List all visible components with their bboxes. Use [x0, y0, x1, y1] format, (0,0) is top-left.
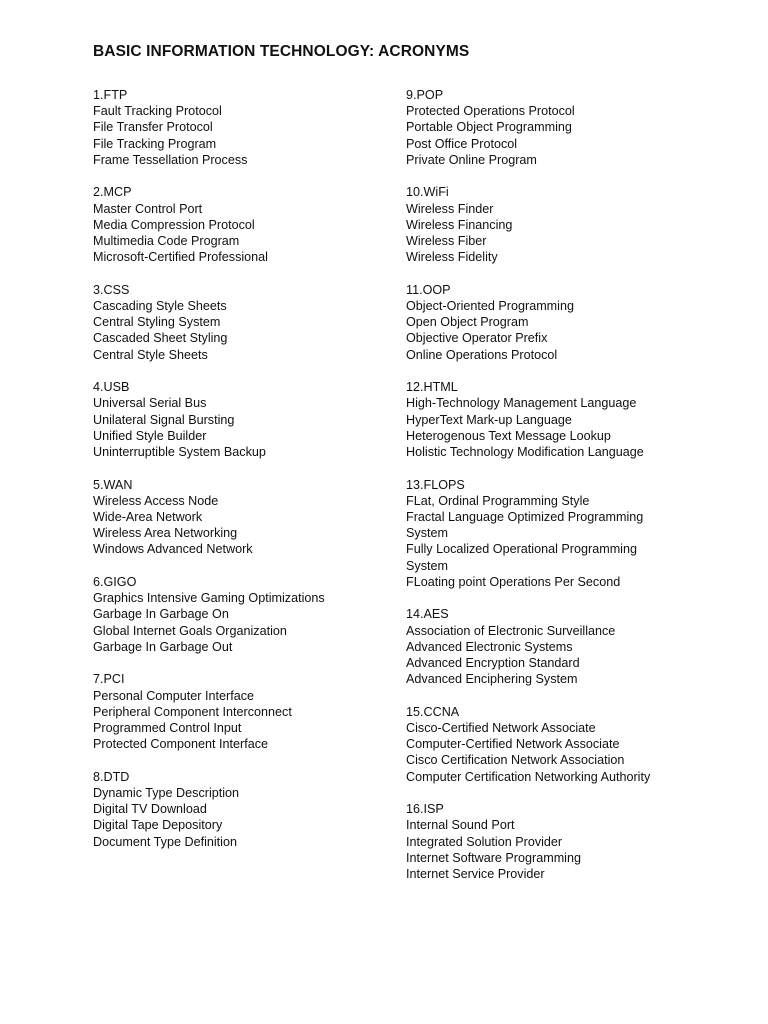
acronym-option: Wireless Area Networking	[93, 526, 238, 541]
acronym-group	[93, 379, 393, 460]
acronym-option: Universal Serial Bus	[93, 396, 207, 411]
acronym-group	[406, 87, 666, 168]
acronym-group	[406, 801, 666, 882]
acronym-option: Portable Object Programming	[406, 120, 572, 135]
acronym-option: Garbage In Garbage On	[93, 607, 229, 622]
acronym-heading: 8.DTD	[93, 769, 130, 784]
acronym-option: Advanced Electronic Systems	[406, 639, 573, 654]
acronym-column-left	[93, 87, 393, 866]
acronym-option: Wide-Area Network	[93, 510, 203, 525]
acronym-group	[93, 184, 393, 265]
acronym-group	[93, 769, 393, 850]
acronym-option: Computer-Certified Network Associate	[406, 737, 620, 752]
acronym-option: Fault Tracking Protocol	[93, 104, 222, 119]
acronym-option: Association of Electronic Surveillance	[406, 623, 616, 638]
acronym-group	[93, 282, 393, 363]
acronym-option: Peripheral Component Interconnect	[93, 704, 292, 719]
acronym-option: Garbage In Garbage Out	[93, 639, 233, 654]
acronym-option: Fully Localized Operational Programming System	[406, 542, 637, 573]
acronym-option: Central Style Sheets	[93, 347, 208, 362]
acronym-heading: 15.CCNA	[406, 704, 460, 719]
acronym-option: Wireless Finder	[406, 201, 494, 216]
acronym-option: Integrated Solution Provider	[406, 834, 563, 849]
acronym-option: Uninterruptible System Backup	[93, 445, 266, 460]
acronym-group	[406, 282, 666, 363]
acronym-option: Wireless Financing	[406, 217, 513, 232]
acronym-option: Protected Component Interface	[93, 737, 269, 752]
acronym-option: Dynamic Type Description	[93, 786, 240, 801]
acronym-option: Personal Computer Interface	[93, 688, 255, 703]
acronym-option: Cascading Style Sheets	[93, 299, 227, 314]
page-title: BASIC INFORMATION TECHNOLOGY: ACRONYMS	[93, 43, 470, 60]
acronym-option: Holistic Technology Modification Language	[406, 445, 644, 460]
acronym-heading: 6.GIGO	[93, 575, 137, 590]
acronym-option: File Transfer Protocol	[93, 120, 213, 135]
acronym-heading: 12.HTML	[406, 380, 458, 395]
acronym-option: Advanced Enciphering System	[406, 672, 578, 687]
acronym-column-right	[406, 87, 666, 899]
acronym-option: Digital Tape Depository	[93, 818, 223, 833]
acronym-option: FLoating point Operations Per Second	[406, 574, 621, 589]
acronym-option: Fractal Language Optimized Programming System	[406, 510, 644, 541]
acronym-option: Central Styling System	[93, 315, 221, 330]
acronym-group	[93, 574, 393, 655]
acronym-option: Heterogenous Text Message Lookup	[406, 428, 611, 443]
acronym-option: Internal Sound Port	[406, 818, 515, 833]
acronym-option: High-Technology Management Language	[406, 396, 637, 411]
acronym-heading: 3.CSS	[93, 282, 130, 297]
acronym-option: Post Office Protocol	[406, 136, 518, 151]
acronym-option: Document Type Definition	[93, 834, 237, 849]
acronym-heading: 14.AES	[406, 607, 449, 622]
acronym-option: Wireless Fidelity	[406, 250, 498, 265]
acronym-heading: 13.FLOPS	[406, 477, 465, 492]
acronym-option: Computer Certification Networking Authority	[406, 769, 651, 784]
acronym-option: Digital TV Download	[93, 802, 207, 817]
acronym-option: Master Control Port	[93, 201, 203, 216]
acronym-group	[406, 379, 666, 460]
acronym-option: Cisco-Certified Network Associate	[406, 721, 596, 736]
acronym-option: Online Operations Protocol	[406, 347, 558, 362]
acronym-heading: 2.MCP	[93, 185, 132, 200]
acronym-option: Private Online Program	[406, 152, 537, 167]
acronym-group	[406, 477, 666, 590]
acronym-option: Internet Service Provider	[406, 867, 545, 882]
acronym-option: Protected Operations Protocol	[406, 104, 575, 119]
acronym-option: Advanced Encryption Standard	[406, 656, 580, 671]
acronym-group	[93, 671, 393, 752]
acronym-option: Internet Software Programming	[406, 850, 581, 865]
acronym-option: Media Compression Protocol	[93, 217, 255, 232]
acronym-option: HyperText Mark-up Language	[406, 412, 572, 427]
acronym-heading: 11.OOP	[406, 282, 451, 297]
acronym-option: File Tracking Program	[93, 136, 217, 151]
acronym-group	[406, 704, 666, 785]
acronym-heading: 4.USB	[93, 380, 130, 395]
acronym-option: Cisco Certification Network Association	[406, 753, 625, 768]
acronym-group	[406, 606, 666, 687]
acronym-option: Object-Oriented Programming	[406, 299, 574, 314]
acronym-heading: 7.PCI	[93, 672, 125, 687]
acronym-group	[93, 477, 393, 558]
acronym-option: Programmed Control Input	[93, 721, 242, 736]
acronym-heading: 1.FTP	[93, 88, 128, 102]
acronym-heading: 10.WiFi	[406, 185, 449, 200]
acronym-option: Wireless Fiber	[406, 234, 487, 249]
acronym-option: Windows Advanced Network	[93, 542, 253, 557]
acronym-option: Unilateral Signal Bursting	[93, 412, 235, 427]
acronym-option: Objective Operator Prefix	[406, 331, 548, 346]
acronym-option: Open Object Program	[406, 315, 529, 330]
acronym-option: Multimedia Code Program	[93, 234, 240, 249]
acronym-option: Wireless Access Node	[93, 493, 219, 508]
acronym-option: Microsoft-Certified Professional	[93, 250, 268, 265]
acronym-option: Frame Tessellation Process	[93, 152, 248, 167]
acronym-option: Graphics Intensive Gaming Optimizations	[93, 591, 325, 606]
acronym-option: Cascaded Sheet Styling	[93, 331, 228, 346]
acronym-heading: 9.POP	[406, 88, 444, 102]
acronym-group	[93, 87, 393, 168]
acronym-option: Global Internet Goals Organization	[93, 623, 287, 638]
acronym-option: FLat, Ordinal Programming Style	[406, 493, 590, 508]
acronym-option: Unified Style Builder	[93, 428, 207, 443]
acronym-heading: 16.ISP	[406, 802, 444, 817]
acronym-heading: 5.WAN	[93, 477, 133, 492]
acronym-group	[406, 184, 666, 265]
